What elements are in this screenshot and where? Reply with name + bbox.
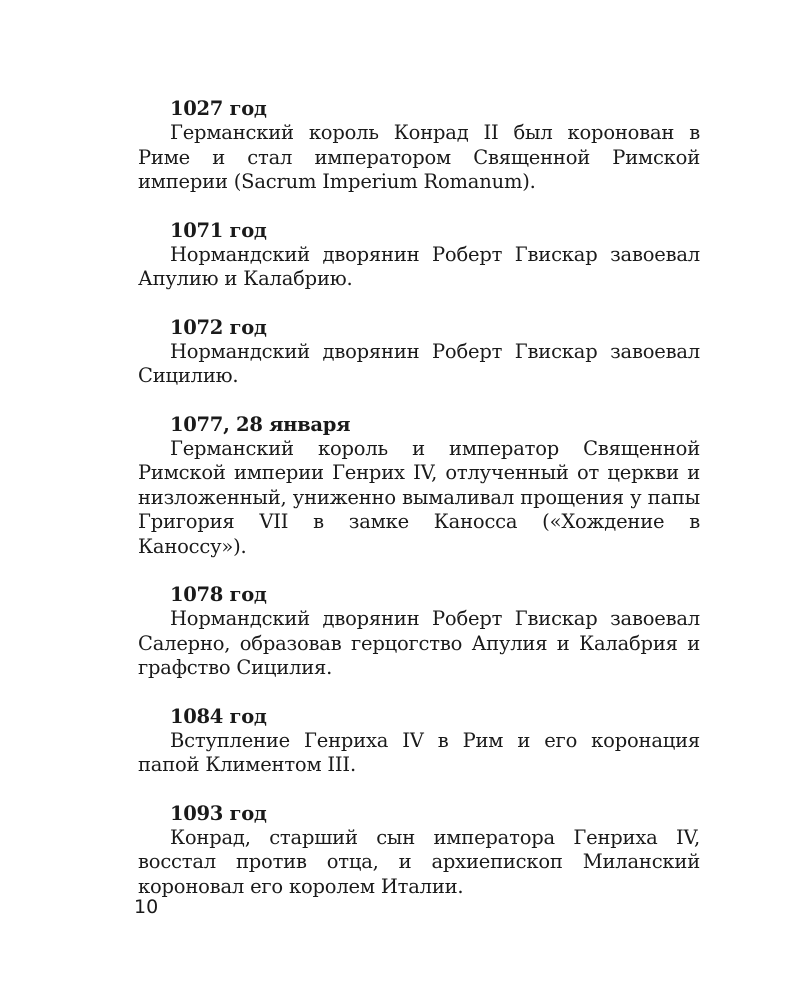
- chronology-entry-1077: [138, 413, 700, 560]
- entry-text: Нормандский дворянин Роберт Гвискар завоевал Апулию и Калабрию.: [138, 242, 700, 290]
- entry-date: 1072 год: [170, 315, 267, 339]
- chronology-entry-1027: [138, 97, 700, 195]
- entry-date: 1071 год: [170, 218, 267, 242]
- chronology-entry-1071: [138, 219, 700, 292]
- chronology-entry-1093: [138, 802, 700, 900]
- chronology-entry-1072: [138, 316, 700, 389]
- chronology-entry-1084: [138, 705, 700, 778]
- entry-text: Вступление Генриха IV в Рим и его коронация папой Климентом III.: [138, 728, 700, 776]
- entry-text: Германский король и император Священной Римской империи Генрих IV, отлученный от церкви и низложенный, униженно вымаливал прощения у папы Григория VII в замке Каносса («Хождение в Каноссу»).: [138, 436, 700, 558]
- page-body: [138, 97, 700, 923]
- entry-text: Нормандский дворянин Роберт Гвискар завоевал Сицилию.: [138, 339, 700, 387]
- entry-date: 1077, 28 января: [170, 412, 351, 436]
- entry-text: Германский король Конрад II был коронован в Риме и стал императором Священной Римской империи (Sacrum Imperium Romanum).: [138, 121, 700, 193]
- entry-date: 1078 год: [170, 583, 267, 606]
- entry-text: Конрад, старший сын императора Генриха IV, восстал против отца, и архиепископ Миланский короновал его королем Италии.: [138, 825, 700, 898]
- entry-date: 1093 год: [170, 801, 267, 825]
- entry-date: 1027 год: [170, 97, 267, 120]
- chronology-entry-1078: [138, 583, 700, 681]
- page-number: 10: [134, 896, 159, 918]
- entry-date: 1084 год: [170, 704, 267, 728]
- entry-text: Нормандский дворянин Роберт Гвискар завоевал Салерно, образовав герцогство Апулия и Калабрия и графство Сицилия.: [138, 607, 700, 679]
